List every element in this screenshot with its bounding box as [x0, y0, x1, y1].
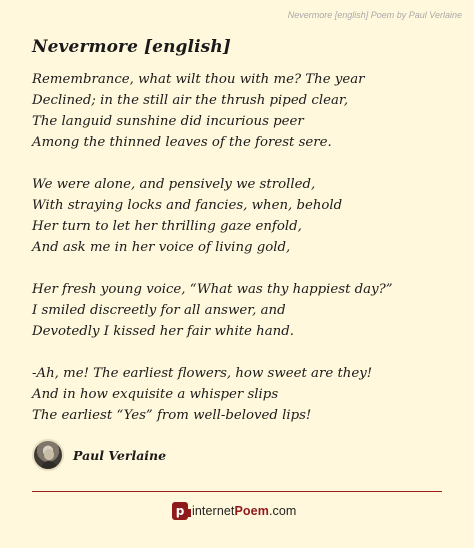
poem-line: Her fresh young voice, “What was thy happiest day?”: [32, 282, 393, 297]
poem-line: Among the thinned leaves of the forest sere.: [32, 135, 332, 150]
stanza-4: [32, 363, 452, 426]
footer-divider: [32, 491, 442, 492]
logo-text-prefix: internet: [192, 504, 235, 518]
poem-line: Remembrance, what wilt thou with me? The year: [32, 72, 365, 87]
logo-text-suffix: .com: [268, 504, 297, 518]
stanza-3: [32, 279, 452, 342]
author-block: [32, 437, 166, 473]
poem-title: Nevermore [english]: [32, 37, 231, 58]
poem-line: The languid sunshine did incurious peer: [32, 114, 304, 129]
poem-line: Declined; in the still air the thrush piped clear,: [32, 93, 349, 108]
stanza-2: [32, 174, 452, 258]
logo-text-main: Poem: [234, 504, 269, 518]
site-logo: [172, 500, 296, 522]
author-name: Paul Verlaine: [73, 447, 167, 463]
poem-line: We were alone, and pensively we strolled,: [32, 177, 316, 192]
poem-line: I smiled discreetly for all answer, and: [32, 303, 286, 318]
logo-text: [192, 504, 296, 518]
poem-line: The earliest “Yes” from well-beloved lips!: [32, 408, 312, 423]
poem-line: Her turn to let her thrilling gaze enfold,: [32, 219, 302, 234]
poem-line: And ask me in her voice of living gold,: [32, 240, 291, 255]
poem-text: [32, 69, 452, 447]
logo-mark-icon: p: [172, 502, 188, 520]
stanza-1: [32, 69, 452, 153]
page-header: Nevermore [english] Poem by Paul Verlaine: [287, 10, 462, 20]
poem-line: -Ah, me! The earliest flowers, how sweet are they!: [32, 366, 373, 381]
author-avatar: [32, 439, 64, 471]
poem-line: And in how exquisite a whisper slips: [32, 387, 279, 402]
poem-line: With straying locks and fancies, when, behold: [32, 198, 343, 213]
poem-line: Devotedly I kissed her fair white hand.: [32, 324, 294, 339]
